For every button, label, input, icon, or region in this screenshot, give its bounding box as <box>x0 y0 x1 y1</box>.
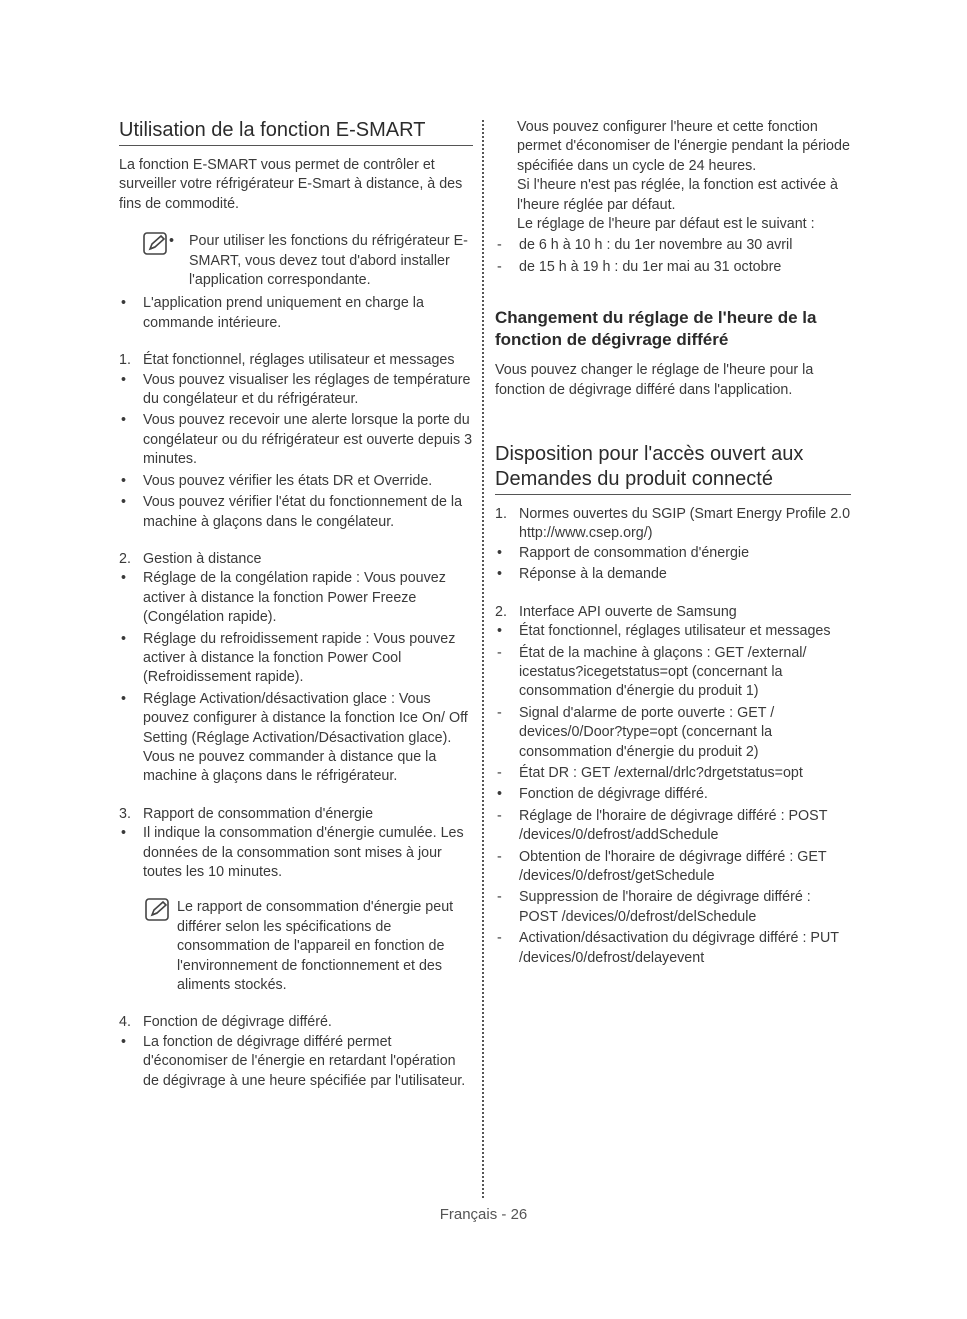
list-item: • Vous pouvez vérifier les états DR et Override. <box>121 472 433 489</box>
list-item: • Réglage du refroidissement rapide : Vous pouvez activer à distance la fonction Power Cool (Refroidissement rapide). <box>121 630 456 686</box>
section-3-list <box>119 824 473 882</box>
section-4-list <box>119 1033 473 1091</box>
list-item: • Vous pouvez visualiser les réglages de température du congélateur et du réfrigérateur. <box>121 371 471 408</box>
section-4: 4. Fonction de dégivrage différé. <box>119 1014 332 1031</box>
list-item: • L'application prend uniquement en charge la commande intérieure. <box>121 295 424 331</box>
section-1: 1. Normes ouvertes du SGIP (Smart Energy Profile 2.0 http://www.csep.org/) <box>495 506 851 542</box>
note-energy-report <box>119 898 473 995</box>
page-footer: Français - 26 <box>439 1206 528 1223</box>
list-item: • Rapport de consommation d'énergie <box>497 544 750 561</box>
list-item: • Vous pouvez vérifier l'état du fonctionnement de la machine à glaçons dans le congélateur. <box>121 494 463 530</box>
list-item: - de 6 h à 10 h : du 1er novembre au 30 avril <box>497 237 793 254</box>
list-item: - Réglage de l'horaire de dégivrage différé : POST /devices/0/defrost/addSchedule <box>497 807 828 844</box>
subsection-text: Vous pouvez changer le réglage de l'heure pour la fonction de dégivrage différé dans l'application. <box>495 362 814 398</box>
right-column <box>495 118 851 970</box>
subsection-title-change-time: Changement du réglage de l'heure de la fonction de dégivrage différé <box>495 308 817 350</box>
paragraph: Si l'heure n'est pas réglée, la fonction est activée à l'heure réglée par défaut. <box>517 177 838 213</box>
defrost-intro <box>495 118 851 234</box>
section-2: 2. Gestion à distance <box>119 550 262 567</box>
section-1-list <box>119 371 473 532</box>
list-item: • La fonction de dégivrage différé permet d'économiser de l'énergie en retardant l'opération de dégivrage à une heure spécifiée par l'utilisateur. <box>121 1033 466 1089</box>
list-item: - Signal d'alarme de porte ouverte : GET / devices/0/Door?type=opt (concernant la consommation d'énergie du produit 2) <box>497 704 775 760</box>
section-title-esmart: Utilisation de la fonction E-SMART <box>119 118 473 146</box>
list-item: - Obtention de l'horaire de dégivrage différé : GET /devices/0/defrost/getSchedule <box>497 848 827 884</box>
section-2-list <box>119 569 473 786</box>
note-install-app <box>119 232 473 290</box>
list-item: • Fonction de dégivrage différé. <box>497 786 708 803</box>
column-divider <box>482 120 484 1198</box>
section-1-list <box>495 544 851 585</box>
list-item: • Il indique la consommation d'énergie cumulée. Les données de la consommation sont mises à jour toutes les 10 minutes. <box>121 825 464 880</box>
left-column <box>119 118 473 1093</box>
note-text: Le rapport de consommation d'énergie peut différer selon les spécifications de consommation de l'appareil en fonction de l'environnement de fonctionnement et des aliments stockés. <box>177 899 454 994</box>
list-item: - de 15 h à 19 h : du 1er mai au 31 octobre <box>497 258 782 275</box>
list-item: - État de la machine à glaçons : GET /external/ icestatus?icegetstatus=opt (concernant la consommation d'énergie du produit 1) <box>497 644 807 700</box>
section-title-open-access: Disposition pour l'accès ouvert aux Demandes du produit connecté <box>495 442 851 495</box>
section-1: 1. État fonctionnel, réglages utilisateur et messages <box>119 352 455 369</box>
list-item: • État fonctionnel, réglages utilisateur et messages <box>497 623 831 640</box>
list-item: - État DR : GET /external/drlc?drgetstatus=opt <box>497 764 803 781</box>
paragraph: Vous pouvez configurer l'heure et cette fonction permet d'économiser de l'énergie pendant la période spécifiée dans un cycle de 24 heures. <box>517 119 850 174</box>
note-text: Pour utiliser les fonctions du réfrigérateur E-SMART, vous devez tout d'abord installer l'application correspondante. <box>189 233 468 289</box>
section-2-list <box>495 622 851 968</box>
section-2: 2. Interface API ouverte de Samsung <box>495 603 737 620</box>
paragraph: Le réglage de l'heure par défaut est le suivant : <box>517 216 815 233</box>
note-pencil-icon <box>145 898 171 922</box>
section-3: 3. Rapport de consommation d'énergie <box>119 805 374 822</box>
intro-paragraph: La fonction E-SMART vous permet de contrôler et surveiller votre réfrigérateur E-Smart à distance, à des fins de commodité. <box>119 157 463 212</box>
list-item: - Activation/désactivation du dégivrage différé : PUT /devices/0/defrost/delayevent <box>497 930 839 966</box>
list-item: • Vous pouvez recevoir une alerte lorsque la porte du congélateur ou du réfrigérateur est ouverte depuis 3 minutes. <box>121 412 473 468</box>
list-item: - Suppression de l'horaire de dégivrage différé : POST /devices/0/defrost/delSchedule <box>497 889 811 925</box>
bullet-marker: • <box>169 233 175 250</box>
note-pencil-icon <box>143 232 169 256</box>
default-times-list <box>495 236 851 277</box>
list-item: • Réponse à la demande <box>497 566 667 583</box>
note-bullets <box>119 294 473 333</box>
list-item: • Réglage de la congélation rapide : Vous pouvez activer à distance la fonction Power Freeze (Congélation rapide). <box>121 570 446 626</box>
list-item: • Réglage Activation/désactivation glace : Vous pouvez configurer à distance la fonction Ice On/ Off Setting (Réglage Activation/Désactivation glace). Vous ne pouvez commander à distance que la machine à glaçons dans le réfrigérateur. <box>121 690 468 785</box>
